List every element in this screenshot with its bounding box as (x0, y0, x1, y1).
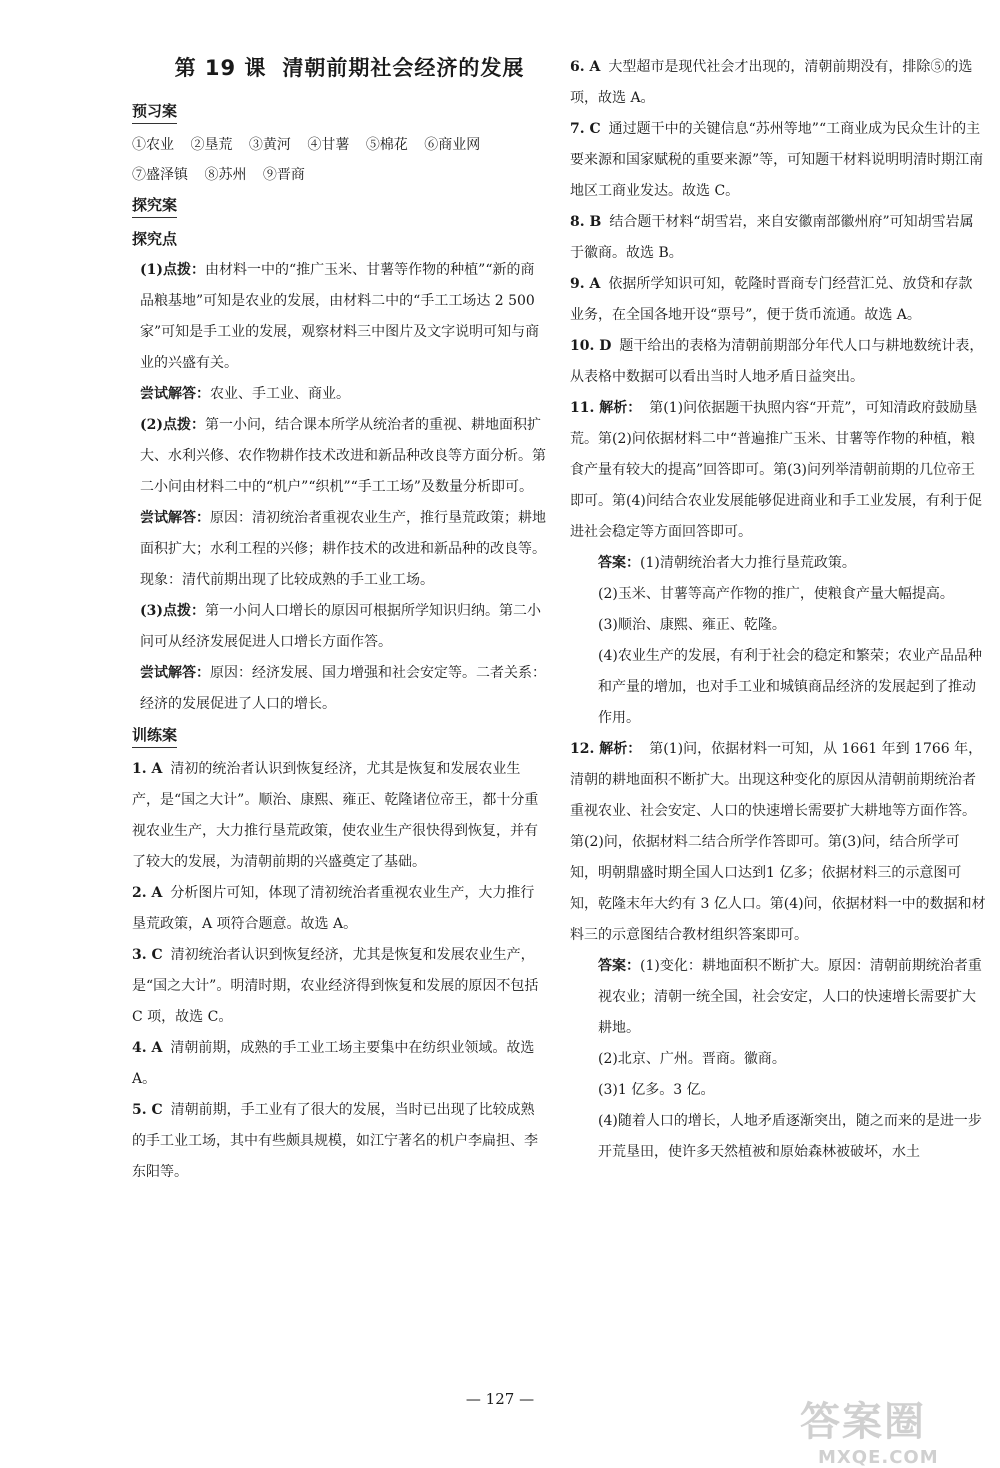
answer-line: (2)北京、广州。晋商。徽商。 (598, 1051, 786, 1067)
training-item (570, 734, 986, 1168)
explore-part-3 (132, 596, 547, 720)
preview-item: ①农业 (132, 137, 174, 153)
watermark-text: 答案圈 (800, 1399, 926, 1445)
preview-item: ③黄河 (248, 137, 291, 153)
tip-text: 第一小问，结合课本所学从统治者的重视、耕地面积扩大、水利兴修、农作物耕作技术改进和新品种改良等方面分析。第二小问由材料二中的“机户”“织机”“手工工场”及数量分析即可。 (140, 417, 546, 495)
preview-item: ④甘薯 (307, 137, 350, 153)
preview-item: ⑦盛泽镇 (132, 167, 188, 183)
answer-text: 原因：经济发展、国力增强和社会安定等。二者关系：经济的发展促进了人口的增长。 (140, 665, 546, 712)
answer-text: 农业、手工业、商业。 (210, 386, 350, 402)
tip-text: 由材料一中的“推广玉米、甘薯等作物的种植”“新的商品粮基地”可知是农业的发展，由材料二中的“手工工场达 2 500 家”可知是手工业的发展，观察材料三中图片及文字说明可知与商业的兴盛有关。 (140, 262, 540, 371)
right-column (570, 52, 986, 1168)
training-item (132, 940, 547, 1033)
question-number: 8. B (570, 214, 602, 230)
training-item (132, 878, 547, 940)
item-text: 通过题干中的关键信息“苏州等地”“工商业成为民众生计的主要来源和国家赋税的重要来源”等，可知题干材料说明明清时期江南地区工商业发达。故选 C。 (570, 121, 984, 199)
page-title (152, 52, 547, 82)
preview-item: ⑥商业网 (424, 137, 481, 153)
answer-label: 尝试解答： (140, 386, 210, 402)
item-text: 依据所学知识可知，乾隆时晋商专门经营汇兑、放贷和存款业务，在全国各地开设“票号”，便于货币流通。故选 A。 (570, 276, 973, 323)
question-number: 5. C (132, 1102, 163, 1118)
answer-line: (2)玉米、甘薯等高产作物的推广，使粮食产量大幅提高。 (598, 586, 954, 602)
training-item (132, 1095, 547, 1188)
training-item (132, 1033, 547, 1095)
tip-label: (3)点拨： (140, 603, 205, 619)
item-text: 第(1)问，依据材料一可知，从 1661 年到 1766 年，清朝的耕地面积不断扩大。出现这种变化的原因从清朝前期统治者重视农业、社会安定、人口的快速增长需要扩大耕地等方面作答。第(2)问，依据材料二结合所学作答即可。第(3)问，结合所学可知，明朝鼎盛时期全国人口达到1 亿多；依据材料三的示意图可知，乾隆末年大约有 3 亿人口。第(4)问，依据材料一中的数据和材料三的示意图结合教材组织答案即可。 (570, 741, 986, 943)
answer-label: 尝试解答： (140, 665, 210, 681)
item-text: 大型超市是现代社会才出现的，清朝前期没有，排除⑤的选项，故选 A。 (570, 59, 973, 106)
question-number: 7. C (570, 121, 601, 137)
answer-line: (4)农业生产的发展，有利于社会的稳定和繁荣；农业产品品种和产量的增加，也对手工业和城镇商品经济的发展起到了推动作用。 (598, 648, 982, 726)
answer-text: 原因：清初统治者重视农业生产，推行垦荒政策；耕地面积扩大；水利工程的兴修；耕作技术的改进和新品种的改良等。现象：清代前期出现了比较成熟的手工业工场。 (140, 510, 546, 588)
training-heading: 训练案 (132, 724, 177, 748)
answer-label: 尝试解答： (140, 510, 210, 526)
question-number: 2. A (132, 885, 163, 901)
question-number: 11. 解析： (570, 400, 642, 416)
item-text: 题干给出的表格为清朝前期部分年代人口与耕地数统计表，从表格中数据可以看出当时人地矛盾日益突出。 (570, 338, 984, 385)
preview-item: ⑨晋商 (262, 167, 305, 183)
preview-item: ②垦荒 (190, 137, 233, 153)
lesson-topic: 清朝前期社会经济的发展 (282, 56, 525, 80)
item-text: 清初统治者认识到恢复经济，尤其是恢复和发展农业生产，是“国之大计”。明清时期，农业经济得到恢复和发展的原因不包括 C 项，故选 C。 (132, 947, 539, 1025)
item-text: 清初的统治者认识到恢复经济，尤其是恢复和发展农业生产，是“国之大计”。顺治、康熙、雍正、乾隆诸位帝王，都十分重视农业生产，大力推行垦荒政策，使农业生产很快得到恢复，并有了较大的发展，为清朝前期的兴盛奠定了基础。 (132, 761, 539, 870)
preview-heading: 预习案 (132, 100, 177, 124)
training-item (132, 754, 547, 878)
preview-item: ⑤棉花 (365, 137, 408, 153)
training-item (570, 269, 986, 331)
item-text: 分析图片可知，体现了清初统治者重视农业生产，大力推行垦荒政策，A 项符合题意。故选 A。 (132, 885, 535, 932)
tip-text: 第一小问人口增长的原因可根据所学知识归纳。第二小问可从经济发展促进人口增长方面作答。 (140, 603, 541, 650)
left-column (132, 52, 547, 1188)
item-text: 清朝前期，成熟的手工业工场主要集中在纺织业领域。故选 A。 (132, 1040, 535, 1087)
question-number: 9. A (570, 276, 601, 292)
explore-part-1 (132, 255, 547, 410)
explore-part-2 (132, 410, 547, 596)
tip-label: (2)点拨： (140, 417, 205, 433)
answer-label: 答案： (598, 555, 640, 571)
training-item (570, 114, 986, 207)
tip-label: (1)点拨： (140, 262, 205, 278)
answer-label: 答案： (598, 958, 640, 974)
answer-line: (4)随着人口的增长，人地矛盾逐渐突出，随之而来的是进一步开荒垦田，使许多天然植被和原始森林被破坏，水土 (598, 1113, 982, 1160)
watermark-url: MXQE.COM (818, 1447, 939, 1468)
item-text: 第(1)问依据题干执照内容“开荒”，可知清政府鼓励垦荒。第(2)问依据材料二中“普遍推广玉米、甘薯等作物的种植，粮食产量有较大的提高”回答即可。第(3)问列举清朝前期的几位帝王即可。第(4)问结合农业发展能够促进商业和手工业发展，有利于促进社会稳定等方面回答即可。 (570, 400, 982, 540)
preview-items (132, 130, 547, 190)
answer-line: (1)清朝统治者大力推行垦荒政策。 (640, 555, 856, 571)
explore-subheading: 探究点 (132, 230, 178, 248)
page-number: — 127 — (465, 1390, 535, 1408)
question-number: 12. 解析： (570, 741, 642, 757)
explore-heading: 探究案 (132, 194, 177, 218)
watermark-logo (800, 1390, 990, 1468)
training-item (570, 207, 986, 269)
preview-item: ⑧苏州 (204, 167, 247, 183)
answer-line: (3)顺治、康熙、雍正、乾隆。 (598, 617, 786, 633)
question-number: 4. A (132, 1040, 163, 1056)
lesson-number: 第 19 课 (174, 56, 267, 80)
item-text: 清朝前期，手工业有了很大的发展，当时已出现了比较成熟的手工业工场，其中有些颇具规模，如江宁著名的机户李扁担、李东阳等。 (132, 1102, 538, 1180)
question-number: 1. A (132, 761, 163, 777)
training-item (570, 52, 986, 114)
item-text: 结合题干材料“胡雪岩，来自安徽南部徽州府”可知胡雪岩属于徽商。故选 B。 (570, 214, 974, 261)
question-number: 10. D (570, 338, 612, 354)
training-item (570, 331, 986, 393)
answer-line: (3)1 亿多。3 亿。 (598, 1082, 715, 1098)
question-number: 6. A (570, 59, 601, 75)
question-number: 3. C (132, 947, 163, 963)
answer-line: (1)变化：耕地面积不断扩大。原因：清朝前期统治者重视农业；清朝一统全国，社会安定，人口的快速增长需要扩大耕地。 (598, 958, 982, 1036)
training-item (570, 393, 986, 734)
